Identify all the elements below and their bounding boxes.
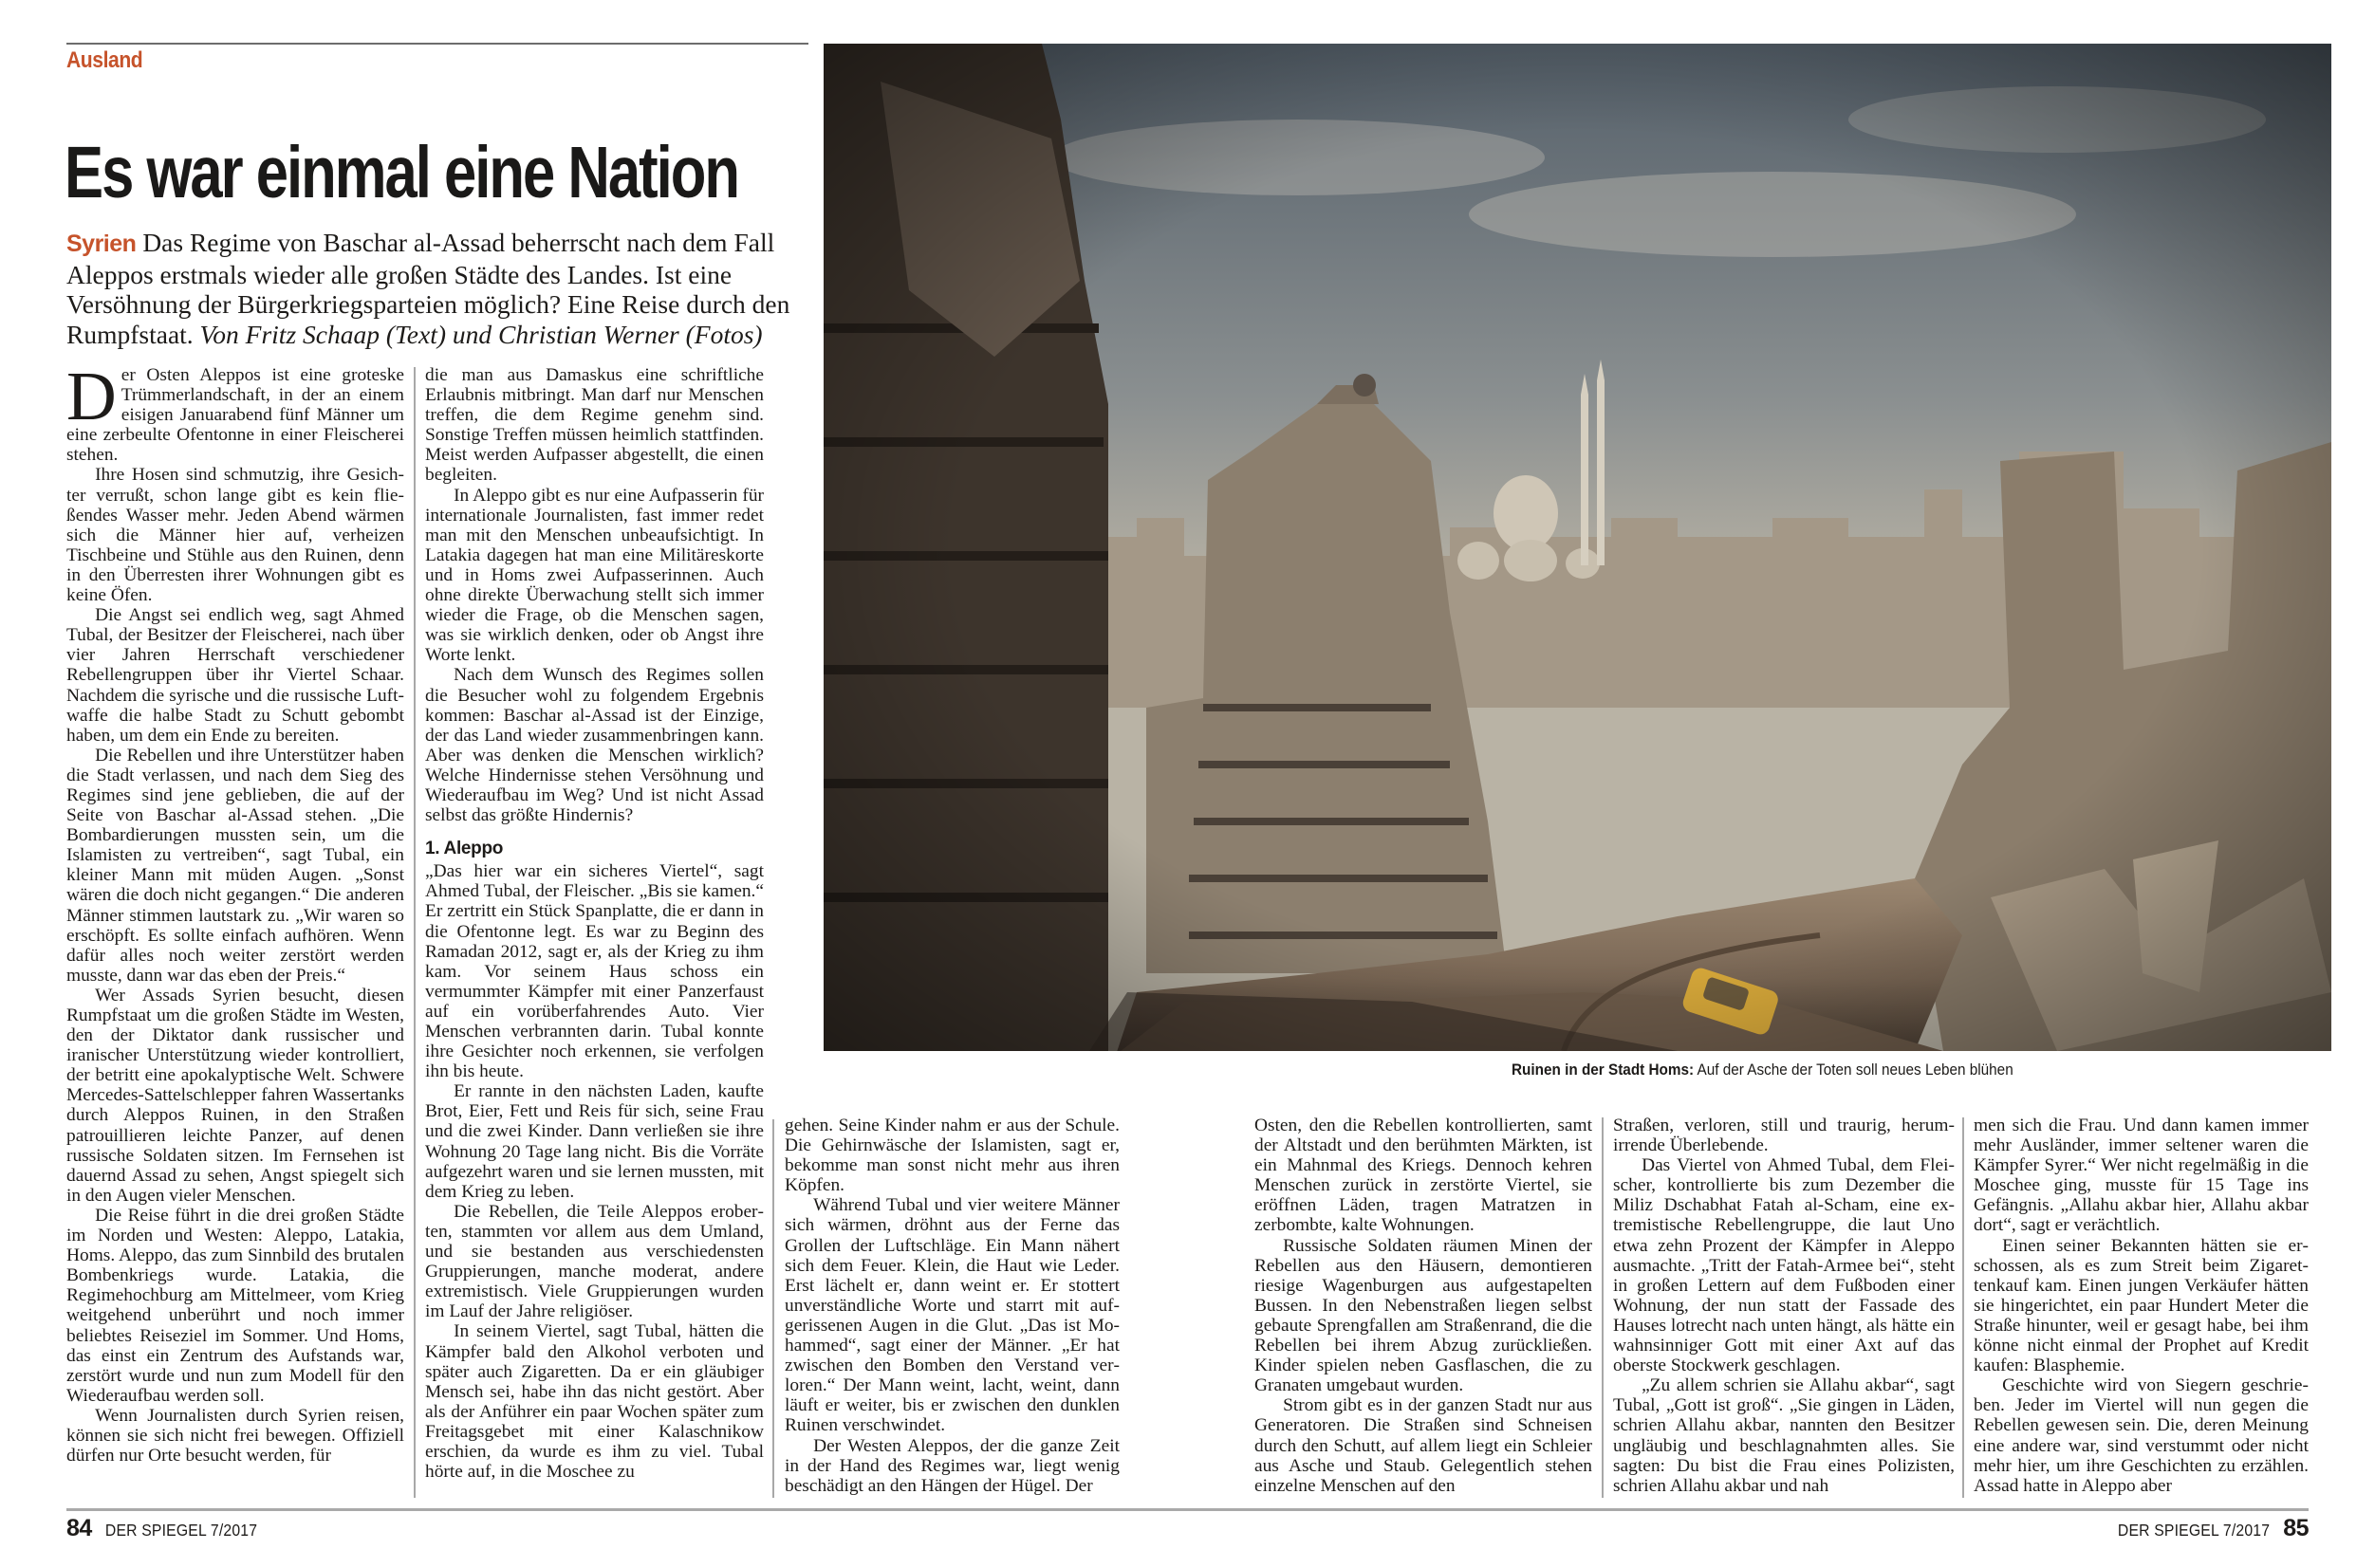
paragraph: Einen seiner Bekannten hätten sie erschossen, als es zum Streit beim Zigarettenkauf kam. Einen jungen Verkäufer hätten sie hingerichtet, ein paar Hundert Meter die Straße hinunter, weil er gesagt habe, bei ihm könne nicht einmal der Prophet auf Kredit kaufen: Blasphemie.	[1974, 1235, 2309, 1376]
paragraph: Nach dem Wunsch des Regimes sollen die Besucher wohl zu folgendem Ergebnis kommen: Baschar al-Assad ist der Einzige, der das Land wieder zusammenbringen kann. Aber was denken die Menschen wirklich? Welche Hindernisse stehen Versöhnung und Wiederaufbau im Weg? Und ist nicht Assad selbst das größte Hindernis?	[425, 665, 764, 826]
paragraph: In seinem Viertel, sagt Tubal, hätten die Kämpfer bald den Alkohol verboten und später auch Zigaretten. Da er ein gläubiger Mensch sei, habe ihn das nicht gestört. Aber als der Anführer ein paar Wochen später zum Freitagsgebet mit einer Kalaschnikow erschien, da wurde es ihm zu viel. Tubal hörte auf, in die Moschee zu	[425, 1321, 764, 1483]
paragraph: Die Rebellen, die Teile Aleppos eroberten, stammten vor allem aus dem Umland, und sie bestanden aus verschiedensten Gruppierungen, manche moderat, andere extremistisch. Viele Gruppierungen wurden im Lauf der Jahre religiöser.	[425, 1201, 764, 1322]
photo-illustration	[824, 44, 2331, 1051]
paragraph: Wenn Journalisten durch Syrien reisen, können sie sich nicht frei bewegen. Offiziell dürfen nur Orte besucht werden, für	[66, 1405, 404, 1467]
caption-title: Ruinen in der Stadt Homs:	[1512, 1061, 1695, 1079]
footer-left	[66, 1515, 266, 1542]
paragraph: die man aus Damaskus eine schriftliche Erlaubnis mitbringt. Man darf nur Menschen treffen, die dem Regime genehm sind. Sonstige Treffen müssen heimlich stattfinden. Meist werden Aufpasser abgestellt, die einen begleiten.	[425, 365, 764, 486]
magazine-issue-right: DER SPIEGEL 7/2017	[2117, 1521, 2271, 1540]
paragraph: Das Viertel von Ahmed Tubal, dem Fleischer, kontrollierte bis zum Dezember die Miliz Dschabhat Fatah al-Scham, eine extremistische Rebellengruppe, die laut Uno etwa zehn Prozent der Kämpfer in Aleppo ausmachte. „Tritt der Fatah-Armee bei“, steht in großen Lettern auf dem Fußboden einer Wohnung, der nun statt der Fassade des Hauses lotrecht nach unten hängt, als hätte ein wahnsinniger Gott mit einer Axt auf das oberste Stockwerk geschlagen.	[1613, 1155, 1955, 1376]
section-rule	[66, 43, 808, 45]
column-divider	[772, 1119, 774, 1498]
paragraph: gehen. Seine Kinder nahm er aus der Schule. Die Gehirnwäsche der Islamisten, sagt er, bekomme man sonst nicht mehr aus ihren Köpfen.	[785, 1116, 1120, 1196]
column-divider	[1962, 1117, 1964, 1498]
subhead: 1. Aleppo	[425, 839, 504, 859]
paragraph: Er rannte in den nächsten Laden, kaufte Brot, Eier, Fett und Reis für sich, seine Frau und die zwei Kinder. Dann verließen sie ihre Wohnung 20 Tage lang nicht. Bis die Vorräte aufgezehrt waren und sie lernen mussten, mit dem Krieg zu leben.	[425, 1081, 764, 1202]
paragraph: „Zu allem schrien sie Allahu akbar“, sagt Tubal, „Gott ist groß“. „Sie gingen in Läden, schrien Allahu akbar, nannten den Besitzer ungläubig und beschlagnahmten alles. Sie sagten: Du bist die Frau eines Polizisten, schrien Allahu akbar und nah	[1613, 1375, 1955, 1496]
headline: Es war einmal eine Nation	[65, 132, 738, 213]
paragraph: Die Rebellen und ihre Unterstützer haben die Stadt verlassen, und nach dem Sieg des Regimes sind jene geblieben, die auf der Seite von Baschar al-Assad stehen. „Die Bombardierungen mussten sein, um die Islamisten zu vertreiben“, sagt Tubal, ein kleiner Mann mit müden Augen. „Sonst wären die doch nicht gegangen.“ Die anderen Männer stimmen lautstark zu. „Wir waren so erschöpft. Es sollte einfach aufhören. Wenn dafür alles noch weiter zerstört werden musste, dann war das eben der Preis.“	[66, 745, 404, 986]
paragraph: Der Osten Aleppos ist eine groteske Trümmerlandschaft, in der an einem eisigen Januarabend fünf Männer um eine zerbeulte Ofentonne in einer Fleischerei stehen.	[66, 358, 404, 466]
paragraph: Ihre Hosen sind schmutzig, ihre Gesichter verrußt, schon lange gibt es kein fließendes Wasser mehr. Jeden Abend wärmen sich die Männer hier auf, verheizen Tischbeine und Stühle aus den Ruinen, denn in den Überresten ihrer Wohnungen gibt es keine Öfen.	[66, 465, 404, 606]
paragraph: Geschichte wird von Siegern geschrieben. Jeder im Viertel will nun gegen die Rebellen gewesen sein. Die, deren Meinung eine andere war, sind verstummt oder nicht mehr hier, um ihre Geschichten zu erzählen. Assad hatte in Aleppo aber	[1974, 1375, 2309, 1496]
paragraph: men sich die Frau. Und dann kamen immer mehr Ausländer, immer seltener waren die Kämpfer Syrer.“ Wer nicht regelmäßig in die Moschee ging, musste für 15 Tage ins Gefängnis. „Allahu akbar hier, Allahu akbar dort“, sagt er verächtlich.	[1974, 1116, 2309, 1236]
photo-caption	[1512, 1061, 2013, 1079]
footer-rule	[66, 1508, 2309, 1511]
column-4	[1254, 1116, 1592, 1496]
column-divider	[414, 367, 416, 1498]
column-6	[1974, 1116, 2309, 1496]
page-number-left: 84	[66, 1515, 92, 1541]
paragraph: Russische Soldaten räumen Minen der Rebellen aus den Häusern, demontieren riesige Wagenburgen aus aufgestapelten Bussen. In den Nebenstraßen liegen selbst gebaute Sprengfallen am Straßenrand, die die Rebellen bei ihrem Abzug zurückließen. Kinder spielen neben Gasflaschen, die zu Granaten umgebaut wurden.	[1254, 1235, 1592, 1396]
photo-homs-ruins	[824, 44, 2331, 1051]
paragraph: Strom gibt es in der ganzen Stadt nur aus Generatoren. Die Straßen sind Schneisen durch den Schutt, auf allem liegt ein Schleier aus Asche und Staub. Gelegentlich stehen einzelne Menschen auf den	[1254, 1395, 1592, 1496]
section-label: Ausland	[66, 47, 143, 73]
paragraph: Osten, den die Rebellen kontrollierten, samt der Altstadt und den berühmten Märkten, ist ein Mahnmal des Kriegs. Dennoch kehren Menschen zurück in zerstörte Viertel, sie eröffnen Läden, tragen Matratzen in zerbombte, kalte Wohnungen.	[1254, 1116, 1592, 1236]
caption-text: Auf der Asche der Toten soll neues Leben blühen	[1697, 1061, 2013, 1079]
page-number-right: 85	[2283, 1515, 2309, 1541]
paragraph: „Das hier war ein sicheres Viertel“, sagt Ahmed Tubal, der Fleischer. „Bis sie kamen.“ Er zertritt ein Stück Spanplatte, die er dann in die Ofentonne legt. Es war zu Beginn des Ramadan 2012, sagt er, als der Krieg zu ihm kam. Vor seinem Haus schoss ein vermummter Kämpfer mit einer Panzerfaust auf ein vorüberfahrendes Auto. Vier Menschen verbrannten darin. Tubal konnte ihre Gesichter noch erkennen, sie verfolgen ihn bis heute.	[425, 861, 764, 1082]
paragraph: In Aleppo gibt es nur eine Aufpasserin für internationale Journalisten, fast immer redet man mit den Menschen unbeaufsichtigt. In Latakia dagegen hat man eine Militäreskorte und in Homs zwei Aufpasserinnen. Auch ohne direkte Überwachung stellt sich immer wieder die Frage, ob die Menschen sagen, was sie wirklich denken, oder ob Angst ihre Worte lenkt.	[425, 485, 764, 666]
dek-kicker: Syrien	[66, 231, 137, 257]
column-3	[785, 1116, 1120, 1496]
dek	[66, 228, 826, 349]
paragraph: Die Angst sei endlich weg, sagt Ahmed Tubal, der Besitzer der Fleischerei, nach über vier Jahren Herrschaft verschiedener Rebellengruppen über ihr Viertel Schaar. Nachdem die syrische und die russische Luftwaffe die halbe Stadt zu Schutt gebombt haben, um dem ein Ende zu bereiten.	[66, 605, 404, 746]
paragraph: Die Reise führt in die drei großen Städte im Norden und Westen: Aleppo, Latakia, Homs. Aleppo, das zum Sinnbild des brutalen Bombenkriegs wurde. Latakia, die Regimehochburg am Mittelmeer, vom Krieg weitgehend unberührt und noch immer beliebtes Reiseziel im Sommer. Und Homs, das einst ein Zentrum des Aufstands war, zerstört wurde und nun zum Modell für den Wiederaufbau werden soll.	[66, 1205, 404, 1406]
column-divider	[1602, 1117, 1604, 1498]
paragraph: Während Tubal und vier weitere Männer sich wärmen, dröhnt aus der Ferne das Grollen der Luftschläge. Ein Mann nähert sich dem Feuer. Klein, die Haut wie Leder. Erst lächelt er, dann weint er. Er stottert unverständliche Worte und starrt mit aufgerissenen Augen in die Glut. „Das ist Mohammed“, sagt einer der Männer. „Er hat zwischen den Bomben den Verstand verloren.“ Der Mann weint, lacht, weint, dann läuft er weiter, bis er zwischen den dunklen Ruinen verschwindet.	[785, 1195, 1120, 1436]
byline: Von Fritz Schaap (Text) und Christian Werner (Fotos)	[199, 319, 763, 349]
column-5	[1613, 1116, 1955, 1496]
paragraph: Wer Assads Syrien besucht, diesen Rumpfstaat um die großen Städte im Westen, den der Diktator dank russischer und iranischer Unterstützung wieder kontrolliert, der betritt eine apokalyptische Welt. Schwere Mercedes-Sattelschlepper fahren Wassertanks durch Aleppos Ruinen, in den Straßen patrouillieren leichte Panzer, auf denen russische Soldaten sitzen. Im Fernsehen ist dauernd Assad zu sehen, Angst spiegelt sich in den Augen vieler Menschen.	[66, 985, 404, 1206]
column-1	[66, 358, 404, 1467]
dek-text: Das Regime von Baschar al-Assad beherrscht nach dem Fall Aleppos erstmals wieder alle großen Städte des Landes. Ist eine Versöhnung der Bürgerkriegsparteien möglich? Eine Reise durch den Rumpfstaat.	[66, 228, 790, 349]
footer-right	[2109, 1515, 2309, 1542]
paragraph: Straßen, verloren, still und traurig, herumirrende Überlebende.	[1613, 1116, 1955, 1156]
column-2	[425, 365, 764, 1482]
magazine-issue-left: DER SPIEGEL 7/2017	[104, 1521, 258, 1540]
paragraph: Der Westen Aleppos, der die ganze Zeit in der Hand des Regimes war, liegt wenig beschädigt an den Hängen der Hügel. Der	[785, 1435, 1120, 1496]
